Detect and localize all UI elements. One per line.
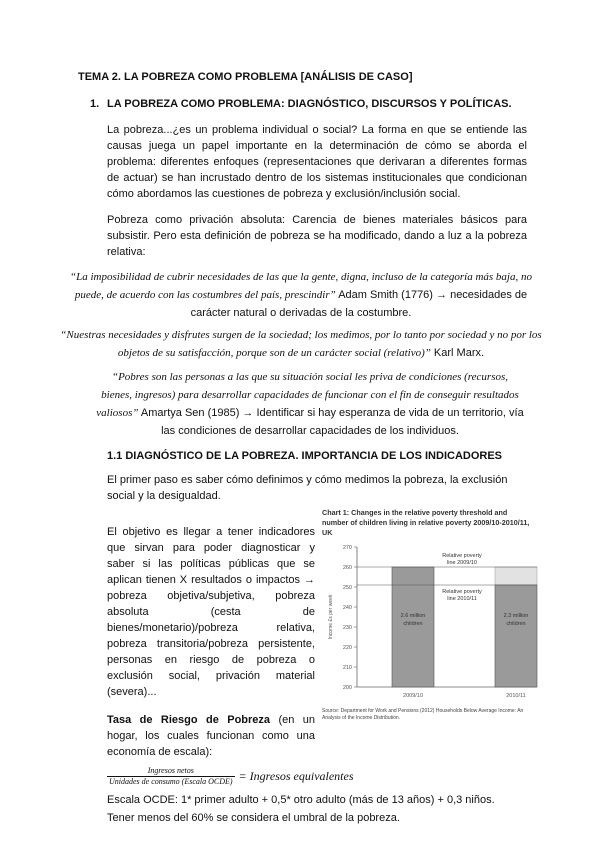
x-tick-label: 2009/10 (403, 693, 423, 699)
y-tick-label: 240 (342, 605, 352, 611)
y-tick-label: 200 (342, 685, 352, 691)
y-tick-label: 250 (342, 585, 352, 591)
y-tick-label: 260 (342, 565, 352, 571)
left-column (107, 508, 315, 760)
paragraph: El objetivo es llegar a tener indicadores que sirvan para poder diagnosticar y saber si las políticas públicas que se aplican tienen X resultados o impactos → pobreza objetiva/subjetiva, pobreza absoluta (cesta de bienes/monetario)/pobreza relativa, pobreza transitoria/pobreza persistente, personas en riesgo de pobreza o exclusión social, privación material (severa)... (107, 526, 315, 698)
bar-label: children (506, 621, 526, 627)
tasa-term: Tasa de Riesgo de Pobreza (107, 714, 271, 726)
bar-decrease-shade (495, 567, 537, 585)
tasa-text: (en un hogar, los cuales funcionan como una economía de escala): (107, 714, 316, 758)
paragraph: Pobreza como privación absoluta: Carencia de bienes materiales básicos para subsistir. Pero esta definición de pobreza se ha modificado, dando a luz a la pobreza relativa: (107, 214, 527, 258)
y-tick-label: 210 (342, 665, 352, 671)
formula (107, 766, 600, 787)
section-heading-row (90, 98, 600, 110)
subsection-heading: 1.1 DIAGNÓSTICO DE LA POBREZA. IMPORTANCIA DE LOS INDICADORES (107, 450, 503, 462)
bar-label: 2.3 million (503, 613, 529, 619)
denominator: Unidades de consumo (Escala OCDE) (109, 777, 233, 786)
x-tick-label: 2010/11 (506, 693, 526, 699)
y-tick-label: 230 (342, 625, 352, 631)
quote-sen (96, 368, 524, 440)
escala-text: Escala OCDE: 1* primer adulto + 0,5* otro adulto (más de 13 años) + 0,3 niños. (107, 794, 495, 806)
chart-source: Source: Department for Work and Pensions (2012) Households Below Average Income: An Analysis of the Income Distribution. (322, 708, 524, 721)
two-column-block (107, 508, 547, 760)
bar-label: children (403, 621, 423, 627)
formula-result: = Ingresos equivalentes (238, 769, 354, 783)
reference-line-label: Relative poverty (442, 589, 482, 595)
section-number: 1. (90, 98, 100, 110)
document-title: TEMA 2. LA POBREZA COMO PROBLEMA [ANÁLISIS DE CASO] (78, 71, 413, 83)
y-tick-label: 270 (342, 545, 352, 551)
y-tick-label: 220 (342, 645, 352, 651)
quote-attribution: Karl Marx. (430, 347, 485, 359)
section-heading: LA POBREZA COMO PROBLEMA: DIAGNÓSTICO, DISCURSOS Y POLÍTICAS. (107, 98, 512, 110)
paragraph: La pobreza...¿es un problema individual o social? La forma en que se entiende las causas juega un papel importante en la determinación de cómo se aborda el problema: diferentes enfoques (representaciones que derivaran a diferentes formas de actuar) se han incrustado dentro de los sistemas institucionales que condicionan cómo abordamos las cuestiones de pobreza y exclusión/inclusión social. (107, 124, 527, 200)
reference-line-label: line 2009/10 (447, 560, 477, 566)
quote-marx (58, 326, 544, 362)
quote-text: “Nuestras necesidades y disfrutes surgen de la sociedad; los medimos, por lo tanto por sociedad y no por los objetos de su satisfacción, porque son de un carácter social (relativo)” (60, 329, 542, 359)
quote-text: “La imposibilidad de cubrir necesidades de las que la gente, digna, incluso de la categoría más baja, no puede, de acuerdo con las costumbres del país, prescindir” (70, 271, 532, 301)
chart-title: Chart 1: Changes in the relative poverty threshold and number of children living in relative poverty 2009/10-2010/11, UK (322, 508, 530, 537)
quote-attribution: Adam Smith (1776) → necesidades de carácter natural o derivadas de la costumbre. (190, 289, 528, 319)
bar-label: 2.6 million (400, 613, 426, 619)
fraction (107, 766, 235, 787)
chart-figure (322, 508, 542, 722)
bar (495, 585, 537, 687)
numerator: Ingresos netos (147, 766, 194, 775)
bar-chart (322, 541, 542, 706)
quote-text: “Pobres son las personas a las que su situación social les priva de condiciones (recursos, bienes, ingresos) para desarrollar capacidades de funcionar con el fin de conseguir resultados valiosos” (96, 371, 519, 419)
quote-attribution: Amartya Sen (1985) → Identificar si hay esperanza de vida de un territorio, vía las condiciones de desarrollar capacidades de los individuos. (138, 407, 524, 437)
quote-smith (58, 268, 544, 322)
y-axis-label: Income £s per week (328, 594, 334, 640)
reference-line-label: line 2010/11 (447, 596, 477, 602)
tasa-paragraph (107, 712, 315, 760)
paragraph: El primer paso es saber cómo definimos y cómo medimos la pobreza, la exclusión social y la desigualdad. (107, 474, 508, 502)
umbral-text: Tener menos del 60% se considera el umbral de la pobreza. (107, 812, 400, 824)
reference-line-label: Relative poverty (442, 553, 482, 559)
